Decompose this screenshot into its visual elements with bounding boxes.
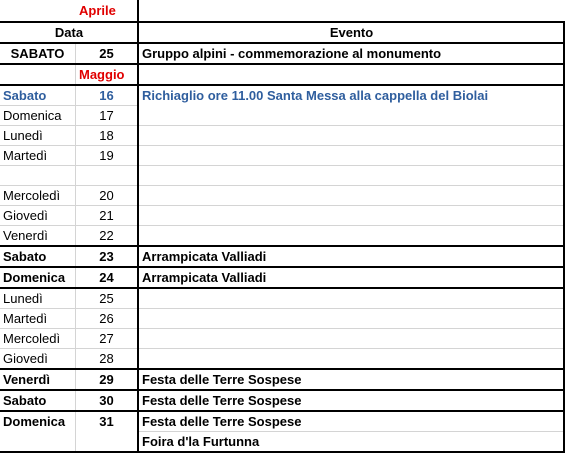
day-number: 27 — [99, 330, 114, 346]
event-text: Foira d'la Furtunna — [142, 433, 260, 449]
event-text — [138, 145, 565, 165]
table-row — [0, 267, 565, 288]
day-number: 25 — [99, 46, 114, 61]
table-row — [0, 85, 565, 105]
event-text: Arrampicata Valliadi — [142, 270, 267, 285]
header-evento: Evento — [329, 25, 374, 40]
day-number: 26 — [99, 310, 114, 326]
day-name: Giovedì — [3, 350, 48, 366]
table-row — [0, 205, 565, 225]
day-number: 20 — [99, 187, 114, 203]
day-name: Venerdì — [3, 227, 48, 243]
month-row-april — [0, 0, 565, 21]
table-row — [0, 43, 565, 64]
table-row — [0, 185, 565, 205]
event-text — [138, 225, 565, 245]
day-number: 25 — [99, 290, 114, 306]
day-name: Sabato — [3, 393, 47, 408]
header-row — [0, 22, 565, 43]
event-text: Gruppo alpini - commemorazione al monumento — [142, 46, 442, 61]
day-number: 22 — [99, 227, 114, 243]
table-row — [0, 105, 565, 125]
event-text: Festa delle Terre Sospese — [142, 372, 302, 387]
table-row — [0, 145, 565, 165]
table-row — [0, 328, 565, 348]
day-number — [75, 165, 138, 185]
day-number — [75, 431, 138, 451]
day-name: Domenica — [3, 270, 66, 285]
table-row — [0, 348, 565, 368]
day-number: 31 — [99, 413, 114, 429]
day-name: Sabato — [3, 249, 47, 264]
event-text — [138, 348, 565, 368]
day-name: Martedì — [3, 310, 48, 326]
table-row — [0, 411, 565, 431]
event-text: Arrampicata Valliadi — [142, 249, 267, 264]
event-text — [138, 308, 565, 328]
day-name: Domenica — [3, 107, 62, 123]
event-text — [138, 185, 565, 205]
day-name: Venerdì — [3, 372, 50, 387]
day-name: Mercoledì — [3, 187, 61, 203]
day-number: 17 — [99, 107, 114, 123]
day-number: 24 — [99, 270, 114, 285]
day-name: Domenica — [3, 413, 66, 429]
day-number: 28 — [99, 350, 114, 366]
event-text: Richiaglio ore 11.00 Santa Messa alla cappella del Biolai — [142, 87, 489, 103]
event-text: Festa delle Terre Sospese — [142, 413, 302, 429]
day-name: Sabato — [3, 87, 47, 103]
day-name: Martedì — [3, 147, 48, 163]
day-number: 16 — [99, 87, 114, 103]
day-number: 21 — [99, 207, 114, 223]
month-label-may: Maggio — [79, 67, 125, 82]
day-number: 29 — [99, 372, 114, 387]
event-text — [138, 328, 565, 348]
table-row — [0, 431, 565, 451]
table-row — [0, 308, 565, 328]
table-row-empty — [0, 165, 565, 185]
event-text — [138, 125, 565, 145]
day-number: 19 — [99, 147, 114, 163]
day-number: 18 — [99, 127, 114, 143]
table-row — [0, 246, 565, 267]
event-text — [138, 105, 565, 125]
day-name: Giovedì — [3, 207, 48, 223]
day-number: 23 — [99, 249, 114, 264]
event-text — [138, 205, 565, 225]
event-text — [138, 288, 565, 308]
day-name — [0, 431, 75, 451]
day-name: Lunedì — [3, 127, 43, 143]
table-row — [0, 125, 565, 145]
month-label-april: Aprile — [79, 3, 116, 18]
event-text — [138, 165, 565, 185]
event-text: Festa delle Terre Sospese — [142, 393, 302, 408]
table-row — [0, 369, 565, 390]
day-name: Lunedì — [3, 290, 43, 306]
header-data: Data — [54, 25, 84, 40]
table-row — [0, 288, 565, 308]
day-number: 30 — [99, 393, 114, 408]
day-name: Mercoledì — [3, 330, 61, 346]
table-row — [0, 225, 565, 245]
table-row — [0, 390, 565, 411]
month-row-may — [0, 64, 565, 85]
day-name — [0, 165, 75, 185]
day-name: SABATO — [10, 46, 65, 61]
